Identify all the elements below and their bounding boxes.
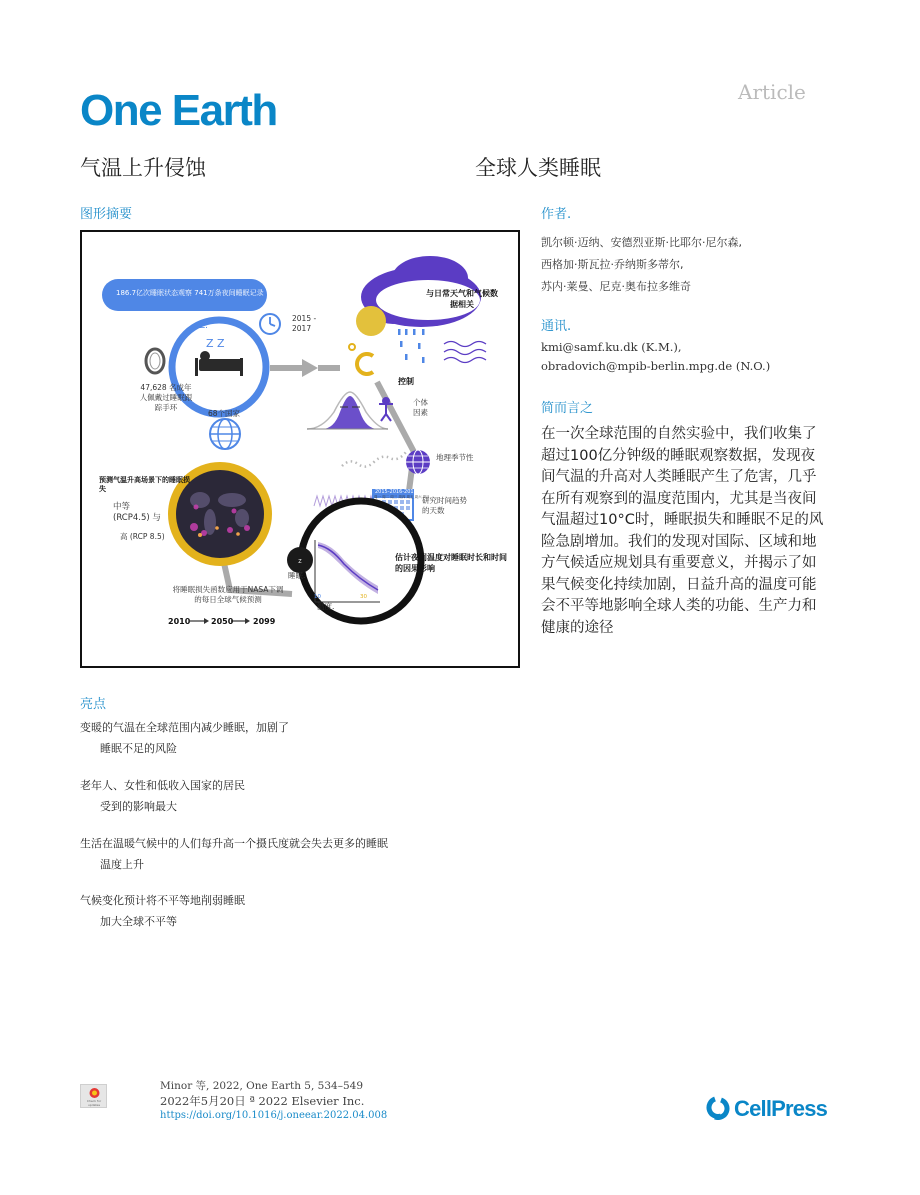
- correspondence: [541, 338, 841, 376]
- ga-time-trend: 研究时间趋势的天数: [422, 496, 467, 516]
- ga-years: 2015 - 2017: [292, 314, 317, 334]
- globe-icon: [210, 419, 240, 449]
- ga-sleep-axis: 睡眠.: [288, 571, 306, 580]
- highlight-item-cont: 睡眠不足的风险: [100, 742, 177, 755]
- ga-causal: 估计夜间温度对睡眠时长和时间的因果影响: [395, 553, 507, 573]
- ga-calendar-days: 周一 周二 周三 周四 周五 周六 周日: [374, 495, 430, 499]
- cellpress-logo: CellPress: [734, 1096, 828, 1121]
- cellpress-logo-icon: [706, 1096, 730, 1120]
- author-line: 苏内·莱曼、尼克·奥布拉多维奇: [541, 280, 691, 293]
- ga-z-small: Z.: [199, 321, 209, 331]
- publication-date: 2022年5月20日 ª 2022 Elsevier Inc.: [160, 1094, 365, 1108]
- ga-projection-method: 将睡眠损失函数应用于NASA下调的每日全球气候预测: [172, 585, 284, 605]
- check-updates-badge[interactable]: [80, 1084, 107, 1108]
- ga-temp-hi: 30: [360, 594, 367, 600]
- ga-calendar-head: 2015-2016-2017: [375, 489, 417, 495]
- highlight-item: 变暖的气温在全球范围内减少睡眠，加剧了: [80, 721, 289, 734]
- clock-icon: [260, 314, 280, 334]
- highlight-item: 气候变化预计将不平等地削弱睡眠: [80, 894, 245, 907]
- ga-scenario-high: 高 (RCP 8.5): [120, 532, 165, 541]
- sun-icon: [356, 306, 386, 336]
- wind-icon: [444, 342, 486, 363]
- svg-text:Z: Z: [298, 559, 302, 565]
- ga-bubble-text: 186.7亿次睡眠状态观察 741万条夜间睡眠记录: [116, 289, 264, 297]
- ga-projected-loss: 预测气温升高场景下的睡眠损失: [99, 476, 190, 494]
- ga-timeline-2010: 2010: [168, 617, 191, 626]
- celsius-icon: [349, 344, 373, 374]
- highlight-item-cont: 加大全球不平等: [100, 915, 177, 928]
- email-link[interactable]: obradovich@mpib-berlin.mpg.de (N.O.): [541, 359, 771, 373]
- globe-purple-icon: [406, 450, 430, 474]
- email-link[interactable]: kmi@samf.ku.dk (K.M.),: [541, 340, 682, 354]
- ga-countries: 68个国家: [208, 409, 241, 418]
- ga-geo-season: 地理季节性: [436, 453, 474, 462]
- distribution-chart: [307, 392, 388, 429]
- check-updates-icon: [82, 1086, 107, 1100]
- highlight-item: 老年人、女性和低收入国家的居民: [80, 779, 245, 792]
- article-type: Article: [738, 80, 806, 104]
- in-brief-text: 在一次全球范围的自然实验中，我们收集了超过100亿分钟级的睡眠观察数据，发现夜间气温的升高对人类睡眠产生了危害，几乎在所有观察到的温度范围内，尤其是当夜间气温超过10°C时，睡眠损失和睡眠不足的风险急剧增加。我们的发现对国际、区域和地方气候适应规划具有重要意义，并揭示了如果气候变化持续加剧，日益升高的温度可能会不平等地影响全球人类的功能、生产力和健康的途径: [541, 426, 824, 636]
- doi-link[interactable]: https://doi.org/10.1016/j.oneear.2022.04.008: [160, 1110, 388, 1121]
- ga-individual: 个体因素: [413, 398, 428, 418]
- rain-icon: [398, 329, 425, 363]
- highlight-item: 生活在温暖气候中的人们每升高一个摄氏度就会失去更多的睡眠: [80, 837, 388, 850]
- ga-z-large: Z Z: [206, 337, 225, 350]
- graphical-abstract: [80, 230, 520, 668]
- author-line: 凯尔顿·迈纳、安德烈亚斯·比耶尔·尼尔森,: [541, 236, 742, 249]
- ga-temp-lo: 10: [314, 594, 321, 600]
- author-line: 西格加·斯瓦拉·乔纳斯多蒂尔,: [541, 258, 684, 271]
- ga-timeline-2099: 2099: [253, 617, 276, 626]
- journal-logo: One Earth: [80, 86, 277, 135]
- ga-people: 47,628 名成年人佩戴过睡眠跟踪手环: [139, 383, 193, 413]
- title-right: 全球人类睡眠: [475, 156, 601, 180]
- wristband-icon: [146, 349, 164, 373]
- highlights-heading: 亮点: [80, 697, 107, 712]
- ga-control: 控制: [398, 377, 414, 386]
- graphical-abstract-heading: 图形摘要: [80, 207, 133, 222]
- author-list: [541, 232, 841, 298]
- check-updates-label: Check for updates: [86, 1099, 102, 1107]
- ga-weather: 与日常天气和气候数据相关: [426, 289, 498, 309]
- ga-scenario-mid: 中等 (RCP4.5) 与: [113, 502, 161, 524]
- authors-heading: 作者.: [541, 207, 572, 222]
- highlight-item-cont: 受到的影响最大: [100, 800, 177, 813]
- citation: Minor 等, 2022, One Earth 5, 534–549: [160, 1080, 363, 1092]
- ga-timeline-2050: 2050: [211, 617, 234, 626]
- title-left: 气温上升侵蚀: [80, 156, 206, 180]
- correspondence-heading: 通讯.: [541, 319, 572, 334]
- in-brief-heading: 简而言之: [541, 401, 594, 416]
- ga-temp-axis: 温度.: [317, 602, 335, 611]
- highlight-item-cont: 温度上升: [100, 858, 144, 871]
